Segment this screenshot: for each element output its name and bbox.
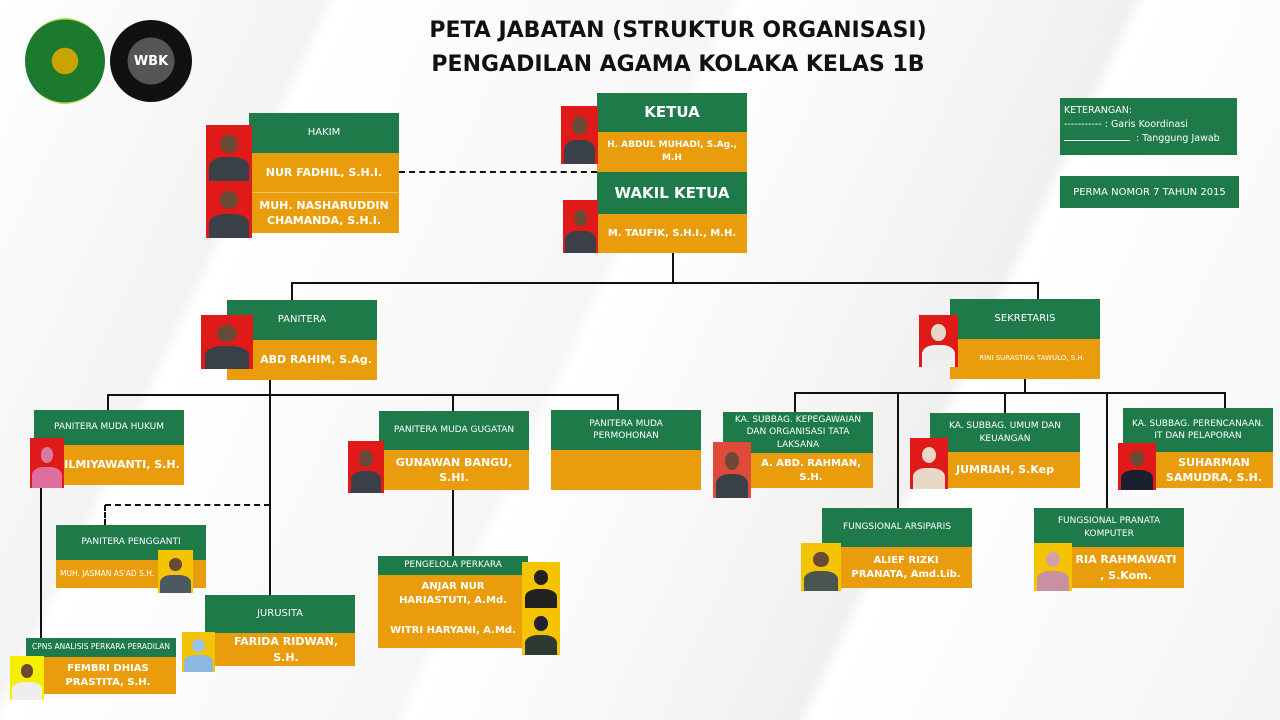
cpns-name: FEMBRI DHIAS PRASTITA, S.H. bbox=[26, 657, 176, 694]
kasubbag-perencanaan-photo bbox=[1118, 443, 1156, 490]
panitera-pengganti-photo bbox=[158, 550, 193, 593]
panitera-pengganti-title: PANITERA PENGGANTI bbox=[56, 525, 206, 560]
panitera-photo bbox=[201, 315, 253, 369]
regulation-box: PERMA NOMOR 7 TAHUN 2015 bbox=[1060, 176, 1239, 208]
hakim-name-1: NUR FADHIL, S.H.I. bbox=[249, 153, 399, 193]
pm-permohonan-title: PANITERA MUDA PERMOHONAN bbox=[551, 410, 701, 450]
wakil-ketua-photo bbox=[563, 200, 598, 253]
kasubbag-kepegawaian-title: KA. SUBBAG. KEPEGAWAIAN DAN ORGANISASI TATA LAKSANA bbox=[723, 412, 873, 453]
wbk-logo-text: WBK bbox=[133, 53, 169, 69]
pm-hukum-name: ILMIYAWANTI, S.H. bbox=[34, 445, 184, 485]
ketua-photo bbox=[561, 106, 598, 164]
line bbox=[269, 380, 271, 595]
legend-box bbox=[1060, 98, 1237, 155]
ketua-name: H. ABDUL MUHADI, S.Ag., M.H bbox=[597, 132, 747, 172]
sekretaris-photo bbox=[919, 315, 958, 367]
kasubbag-kepegawaian-photo bbox=[713, 442, 751, 498]
hakim-title: HAKIM bbox=[249, 113, 399, 153]
arsiparis-photo bbox=[801, 543, 841, 591]
coordination-line-hakim bbox=[399, 171, 597, 173]
sekretaris-name: RINI SURASTIKA TAWULO, S.H. bbox=[950, 339, 1100, 379]
cpns-photo bbox=[10, 656, 44, 700]
pm-gugatan-photo bbox=[348, 441, 384, 493]
page-title-line1: PETA JABATAN (STRUKTUR ORGANISASI) bbox=[429, 18, 927, 43]
kasubbag-umum-title: KA. SUBBAG. UMUM DAN KEUANGAN bbox=[930, 413, 1080, 452]
line bbox=[291, 282, 293, 300]
line bbox=[1004, 392, 1006, 413]
legend-responsibility-text: : Tanggung Jawab bbox=[1136, 132, 1220, 144]
pm-hukum-photo bbox=[30, 438, 64, 488]
hakim-photo-1 bbox=[206, 125, 252, 181]
line bbox=[794, 392, 1226, 394]
kasubbag-umum-name: JUMRIAH, S.Kep bbox=[930, 452, 1080, 488]
arsiparis-title: FUNGSIONAL ARSIPARIS bbox=[822, 508, 972, 547]
jurusita-title: JURUSITA bbox=[205, 595, 355, 633]
panitera-name: ABD RAHIM, S.Ag. bbox=[227, 340, 377, 380]
legend-coordination: ----------- : Garis Koordinasi bbox=[1064, 118, 1188, 130]
pranata-komputer-title: FUNGSIONAL PRANATA KOMPUTER bbox=[1034, 508, 1184, 547]
panitera-title: PANITERA bbox=[227, 300, 377, 340]
line bbox=[897, 392, 899, 508]
line bbox=[1106, 392, 1108, 508]
hakim-photo-2 bbox=[206, 181, 252, 238]
page-title-line2: PENGADILAN AGAMA KOLAKA KELAS 1B bbox=[431, 52, 925, 77]
line bbox=[107, 394, 109, 410]
pm-gugatan-title: PANITERA MUDA GUGATAN bbox=[379, 411, 529, 450]
pm-gugatan-name: GUNAWAN BANGU, S.HI. bbox=[379, 450, 529, 490]
hakim-name-2: MUH. NASHARUDDIN CHAMANDA, S.H.I. bbox=[249, 193, 399, 233]
line bbox=[794, 392, 796, 412]
arsiparis-name: ALIEF RIZKI PRANATA, Amd.Lib. bbox=[822, 547, 972, 588]
pranata-komputer-name: RIA RAHMAWATI , S.Kom. bbox=[1034, 547, 1184, 588]
legend-responsibility bbox=[1064, 132, 1233, 146]
wakil-ketua-name: M. TAUFIK, S.H.I., M.H. bbox=[597, 214, 747, 253]
pengelola-perkara-photo-2 bbox=[522, 608, 560, 655]
line bbox=[617, 394, 619, 410]
line bbox=[672, 253, 674, 284]
coordination-line-pengganti bbox=[105, 504, 270, 506]
line bbox=[40, 485, 42, 638]
line bbox=[452, 394, 454, 411]
wakil-ketua-title: WAKIL KETUA bbox=[597, 172, 747, 214]
pm-hukum-title: PANITERA MUDA HUKUM bbox=[34, 410, 184, 445]
line bbox=[1037, 282, 1039, 300]
pengelola-perkara-name-2: WITRI HARYANI, A.Md. bbox=[378, 613, 528, 648]
kasubbag-perencanaan-title: KA. SUBBAG. PERENCANAAN. IT DAN PELAPORAN bbox=[1123, 408, 1273, 452]
kasubbag-umum-photo bbox=[910, 438, 948, 489]
sekretaris-title: SEKRETARIS bbox=[950, 299, 1100, 339]
pengelola-perkara-photo-1 bbox=[522, 562, 560, 608]
kasubbag-kepegawaian-name: A. ABD. RAHMAN, S.H. bbox=[723, 453, 873, 488]
legend-title: KETERANGAN: bbox=[1064, 105, 1133, 116]
pm-permohonan-name bbox=[551, 450, 701, 490]
ketua-title: KETUA bbox=[597, 93, 747, 132]
jurusita-name: FARIDA RIDWAN, S.H. bbox=[205, 633, 355, 666]
line bbox=[292, 282, 1039, 284]
panitera-pengganti-name: MUH. JASMAN AS'AD S.H. bbox=[56, 560, 206, 588]
line bbox=[452, 490, 454, 556]
line bbox=[1224, 392, 1226, 408]
coordination-line-pengganti bbox=[104, 505, 106, 525]
kasubbag-perencanaan-name: SUHARMAN SAMUDRA, S.H. bbox=[1123, 452, 1273, 488]
jurusita-photo bbox=[182, 632, 215, 672]
cpns-title: CPNS ANALISIS PERKARA PERADILAN bbox=[26, 638, 176, 657]
pengelola-perkara-name-1: ANJAR NUR HARIASTUTI, A.Md. bbox=[378, 575, 528, 613]
pranata-komputer-photo bbox=[1034, 543, 1072, 591]
line bbox=[107, 394, 619, 396]
pengelola-perkara-title: PENGELOLA PERKARA bbox=[378, 556, 528, 575]
